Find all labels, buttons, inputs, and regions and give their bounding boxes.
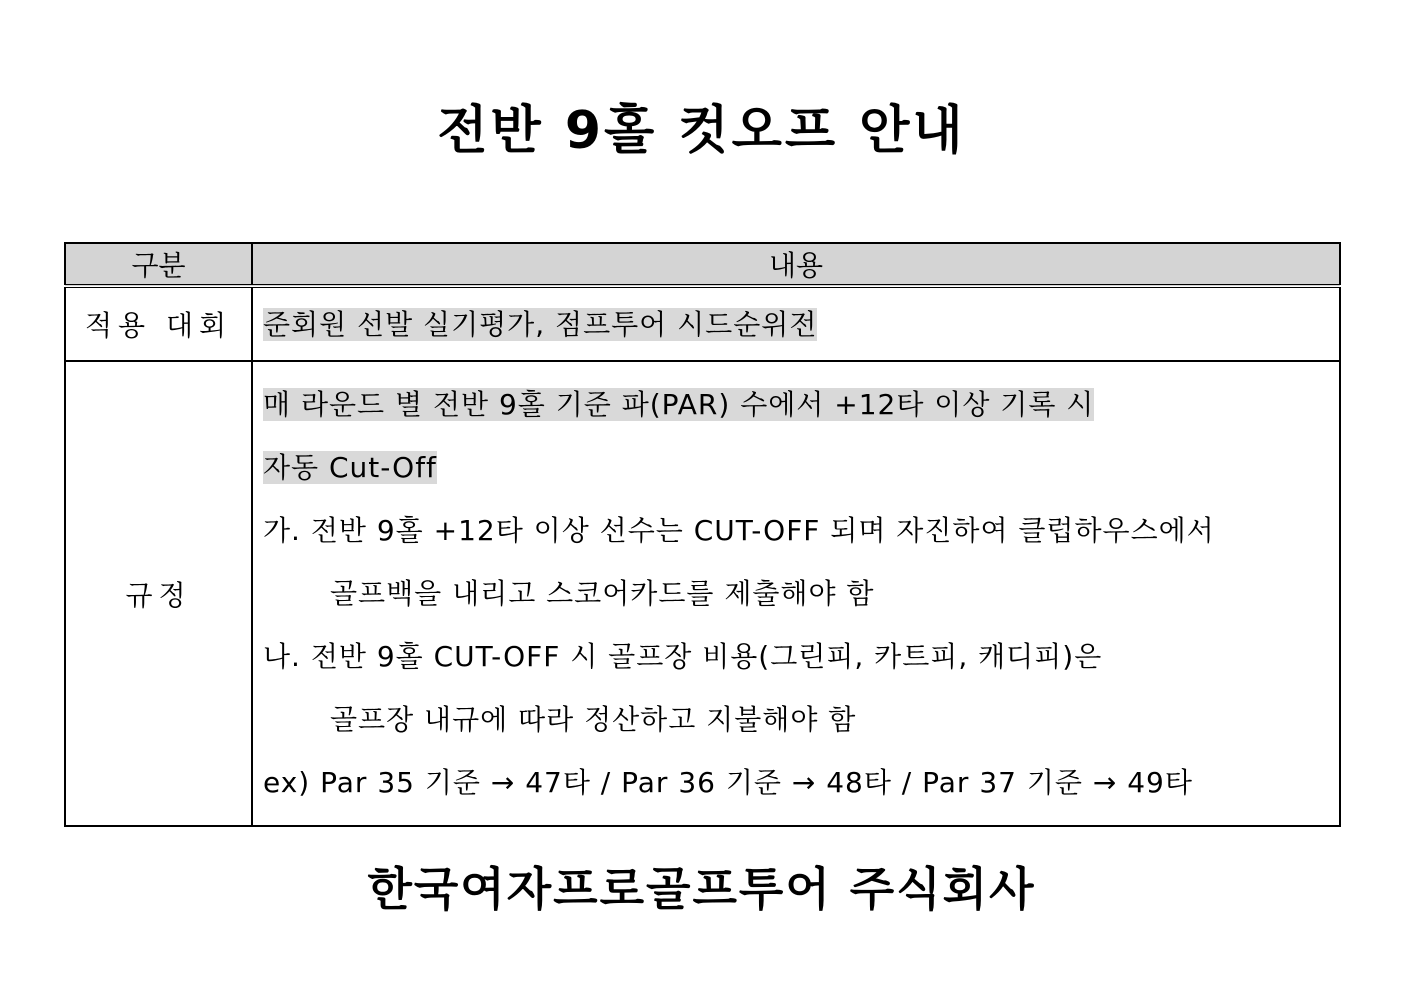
rule-item-na-line-1: 나. 전반 9홀 CUT-OFF 시 골프장 비용(그린피, 카트피, 캐디피)은 xyxy=(263,640,1103,673)
apply-content-cell xyxy=(252,286,1340,361)
rule-item-na-line-2: 골프장 내규에 따라 정산하고 지불해야 함 xyxy=(330,703,857,736)
apply-label: 적용 대회 xyxy=(65,286,252,361)
rule-highlight-line-1 xyxy=(263,373,1339,436)
table-row xyxy=(65,286,1340,361)
rule-highlight-line-2 xyxy=(263,436,1339,499)
rules-block xyxy=(263,365,1339,822)
rule-label: 규정 xyxy=(65,361,252,826)
apply-content: 준회원 선발 실기평가, 점프투어 시드순위전 xyxy=(263,307,818,341)
rule-highlight-text-1: 매 라운드 별 전반 9홀 기준 파(PAR) 수에서 +12타 이상 기록 시 xyxy=(263,388,1095,421)
info-table xyxy=(64,242,1341,827)
rule-item-ga-line-2: 골프백을 내리고 스코어카드를 제출해야 함 xyxy=(330,577,875,610)
rule-highlight-text-2: 자동 Cut-Off xyxy=(263,451,437,484)
rule-content-cell xyxy=(252,361,1340,826)
document-title: 전반 9홀 컷오프 안내 xyxy=(437,101,966,161)
rule-example: ex) Par 35 기준 → 47타 / Par 36 기준 → 48타 / Par 37 기준 → 49타 xyxy=(263,766,1193,799)
header-category: 구분 xyxy=(65,243,252,286)
header-content: 내용 xyxy=(252,243,1340,286)
rule-item-ga-line-1: 가. 전반 9홀 +12타 이상 선수는 CUT-OFF 되며 자진하여 클럽하우스에서 xyxy=(263,514,1215,547)
table-header-row xyxy=(65,243,1340,286)
table-row xyxy=(65,361,1340,826)
organization-name: 한국여자프로골프투어 주식회사 xyxy=(367,862,1036,916)
